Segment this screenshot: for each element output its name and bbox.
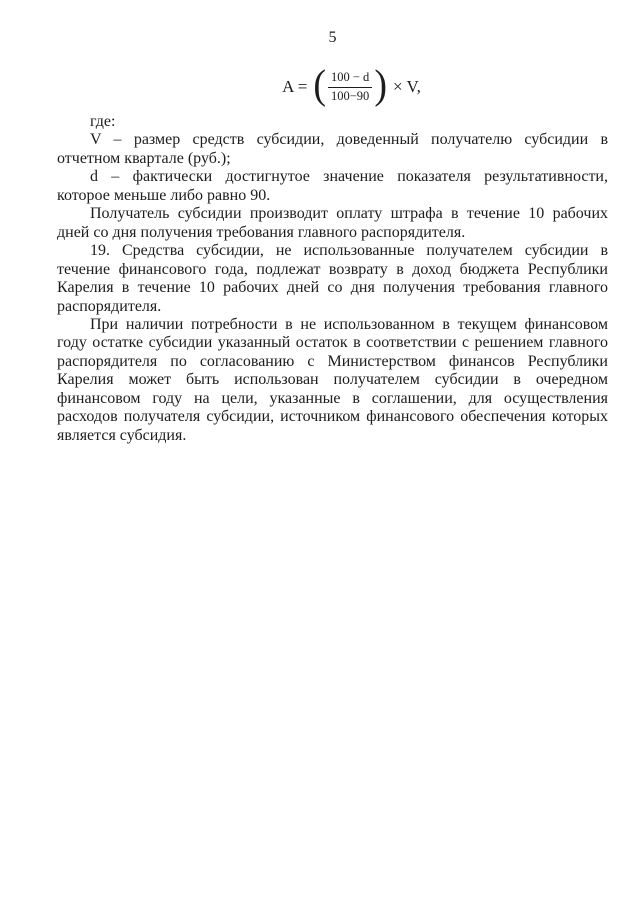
paragraph-remaining-funds: При наличии потребности в не использованном в текущем финансовом году остатке субсидии указанный остаток в соответствии с решением главного распорядителя по согласованию с Министерством финансов Республики Карелия может быть использован получателем субсидии в очередном финансовом году на цели, указанные в соглашении, для осуществления расходов получателя субсидии, источником финансового обеспечения которых является субсидия. (57, 315, 608, 444)
formula-close-paren: ) (374, 62, 387, 108)
paragraph-penalty-payment: Получатель субсидии производит оплату штрафа в течение 10 рабочих дней со дня получения требования главного распорядителя. (57, 205, 608, 241)
formula-open-paren: ( (313, 62, 326, 108)
fraction-denominator: 100−90 (331, 88, 370, 103)
fraction-numerator: 100 − d (328, 70, 372, 88)
formula-lhs: A = (282, 77, 308, 96)
page-number: 5 (328, 29, 337, 46)
paragraph-d-definition: d – фактически достигнутое значение показателя результативности, которое меньше либо равно 90. (57, 168, 608, 204)
document-body (57, 113, 608, 445)
paragraph-item-19: 19. Средства субсидии, не использованные получателем субсидии в течение финансового года, подлежат возврату в доход бюджета Республики Карелия в течение 10 рабочих дней со дня получения требования главного распорядителя. (57, 242, 608, 315)
formula-fraction (327, 70, 373, 104)
formula (76, 62, 627, 108)
formula-rhs: × V, (392, 77, 421, 96)
paragraph-gde: где: (90, 113, 116, 130)
paragraph-v-definition: V – размер средств субсидии, доведенный получателю субсидии в отчетном квартале (руб.); (57, 131, 608, 167)
